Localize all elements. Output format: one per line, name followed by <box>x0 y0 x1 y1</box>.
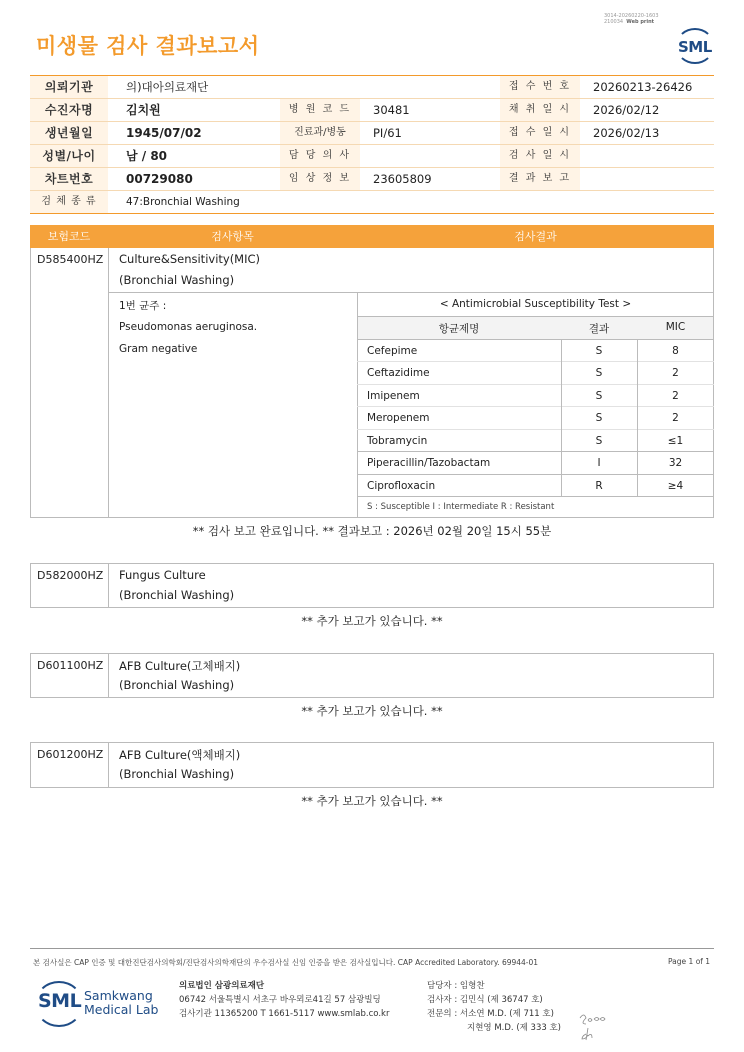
value-sex-age: 남 / 80 <box>126 149 168 163</box>
label-result-report: 결 과 보 고 <box>500 168 580 190</box>
label-receipt-date: 접 수 일 시 <box>500 122 580 144</box>
label-specimen-type: 검 체 종 류 <box>30 191 108 213</box>
value-chart-no: 00729080 <box>126 172 193 186</box>
label-doctor: 담 당 의 사 <box>280 145 360 167</box>
value-collect-date: 2026/02/12 <box>593 103 660 117</box>
staff-name: 서소연 M.D. (제 711 호) <box>459 1009 554 1019</box>
ast-result: S <box>595 345 603 357</box>
ast-drug: Piperacillin/Tazobactam <box>367 457 491 469</box>
value-receipt-date: 2026/02/13 <box>593 126 660 140</box>
info-row-5 <box>30 168 714 191</box>
staff-item <box>427 1021 561 1035</box>
ast-drug: Ceftazidime <box>367 367 430 379</box>
footer-page: Page 1 of 1 <box>668 957 711 966</box>
print-code-2: 210034 <box>604 19 624 25</box>
ast-mic: 32 <box>668 457 683 469</box>
test2-code: D582000HZ <box>37 569 104 582</box>
staff-item <box>427 993 561 1007</box>
test4-specimen: (Bronchial Washing) <box>119 767 235 781</box>
test1-note: ** 검사 보고 완료입니다. ** 결과보고 : 2026년 02월 20일 15시 55분 <box>192 524 552 538</box>
org-address: 06742 서울특별시 서초구 바우뫼로41길 57 삼광빌딩 <box>179 995 381 1005</box>
label-receipt-no: 접 수 번 호 <box>500 76 580 98</box>
info-row-1 <box>30 75 714 99</box>
print-id <box>604 13 659 25</box>
staff-item <box>427 1007 561 1021</box>
staff-role: 전문의 : <box>427 1009 458 1019</box>
value-department: PI/61 <box>373 126 402 140</box>
ast-result: S <box>595 367 603 379</box>
value-result-report <box>585 168 714 190</box>
ast-col-result: 결과 <box>588 323 610 335</box>
info-row-6 <box>30 191 714 214</box>
sml-logo-bottom <box>34 980 82 1024</box>
label-requester: 의뢰기관 <box>30 76 108 98</box>
ast-result: S <box>595 412 603 424</box>
value-requester: 의)대아의료재단 <box>126 80 209 94</box>
test1-name: Culture&Sensitivity(MIC) <box>119 252 261 266</box>
report-title: 미생물 검사 결과보고서 <box>36 34 260 58</box>
ast-result: S <box>595 435 603 447</box>
print-code: 3014-20260220-1603 <box>604 13 659 19</box>
label-department: 진료과/병동 <box>280 122 360 144</box>
value-birthdate: 1945/07/02 <box>126 126 202 140</box>
test2-name: Fungus Culture <box>119 568 206 582</box>
ast-drug: Cefepime <box>367 345 418 357</box>
org-contact: 검사기관 11365200 T 1661-5117 www.smlab.co.kr <box>179 1009 390 1019</box>
value-clinical-info: 23605809 <box>373 172 432 186</box>
ast-drug: Imipenem <box>367 390 420 402</box>
ast-drug: Meropenem <box>367 412 430 424</box>
info-row-2 <box>30 99 714 122</box>
ast-mic: 2 <box>672 390 679 402</box>
test4-name: AFB Culture(액체배지) <box>119 748 241 762</box>
sml-logo-top <box>674 26 714 62</box>
test4-note: ** 추가 보고가 있습니다. ** <box>301 794 443 808</box>
test1-code: D585400HZ <box>37 253 104 266</box>
patient-info-grid <box>30 75 714 214</box>
ast-drug: Tobramycin <box>367 435 428 447</box>
label-sex-age: 성별/나이 <box>30 145 108 167</box>
label-test-date: 검 사 일 시 <box>500 145 580 167</box>
signature-image <box>576 1008 612 1042</box>
staff-name: 지현영 M.D. (제 333 호) <box>467 1023 562 1033</box>
ast-mic: 2 <box>672 412 679 424</box>
value-receipt-no: 20260213-26426 <box>593 80 693 94</box>
value-specimen-type: 47:Bronchial Washing <box>126 196 240 208</box>
label-clinical-info: 임 상 정 보 <box>280 168 360 190</box>
test2-note: ** 추가 보고가 있습니다. ** <box>301 614 443 628</box>
ast-mic: ≥4 <box>667 480 684 492</box>
ast-mic: ≤1 <box>667 435 684 447</box>
header-test-result: 검사결과 <box>514 230 557 243</box>
ast-col-mic: MIC <box>665 321 686 333</box>
footer-divider <box>30 948 714 949</box>
logo-text-bottom: SML <box>38 990 82 1012</box>
test1-specimen: (Bronchial Washing) <box>119 273 235 287</box>
test3-specimen: (Bronchial Washing) <box>119 678 235 692</box>
value-test-date <box>585 145 714 167</box>
ast-title: < Antimicrobial Susceptibility Test > <box>439 298 632 310</box>
test3-note: ** 추가 보고가 있습니다. ** <box>301 704 443 718</box>
value-patient-name: 김치원 <box>126 103 161 117</box>
ast-legend: S : Susceptible I : Intermediate R : Resistant <box>367 502 555 512</box>
label-patient-name: 수진자명 <box>30 99 108 121</box>
ast-drug: Ciprofloxacin <box>367 480 436 492</box>
ast-result: S <box>595 390 603 402</box>
ast-mic: 2 <box>672 367 679 379</box>
header-test-item: 검사항목 <box>211 230 254 243</box>
label-hospital-code: 병 원 코 드 <box>280 99 360 121</box>
staff-item <box>427 979 561 993</box>
label-collect-date: 채 취 일 시 <box>500 99 580 121</box>
test2-specimen: (Bronchial Washing) <box>119 588 235 602</box>
test3-name: AFB Culture(고체배지) <box>119 659 241 673</box>
brand-line-1: Samkwang <box>84 988 153 1003</box>
results-header <box>30 225 714 248</box>
header-insurance-code: 보험코드 <box>47 230 91 243</box>
label-birthdate: 생년월일 <box>30 122 108 144</box>
gram-stain: Gram negative <box>119 343 198 355</box>
label-chart-no: 차트번호 <box>30 168 108 190</box>
staff-role: 검사자 : <box>427 995 458 1005</box>
organism-label: 1번 균주 : <box>119 300 167 312</box>
ast-mic: 8 <box>672 345 679 357</box>
logo-text: SML <box>678 38 712 56</box>
print-mode: Web print <box>626 19 655 25</box>
organism-name: Pseudomonas aeruginosa. <box>119 321 258 333</box>
brand-line-2: Medical Lab <box>84 1002 159 1017</box>
test3-code: D601100HZ <box>37 659 104 672</box>
staff-list <box>427 979 561 1035</box>
staff-role: 담당자 : <box>427 981 458 991</box>
staff-name: 임형찬 <box>459 981 485 991</box>
value-hospital-code: 30481 <box>373 103 410 117</box>
info-row-4 <box>30 145 714 168</box>
ast-result: R <box>595 480 603 492</box>
staff-name: 김민식 (제 36747 호) <box>459 995 543 1005</box>
org-info <box>179 979 389 1021</box>
info-row-3 <box>30 122 714 145</box>
value-doctor <box>365 145 495 167</box>
test4-code: D601200HZ <box>37 748 104 761</box>
footer-cert: 본 검사실은 CAP 인증 및 대한진단검사의학회/진단검사의학재단의 우수검사실 신임 인증을 받은 검사실입니다. CAP Accredited Laboratory. 69944-01 <box>33 958 539 967</box>
org-name: 의료법인 삼광의료재단 <box>179 981 265 991</box>
ast-result: I <box>597 457 601 469</box>
ast-col-drug: 항균제명 <box>438 323 480 335</box>
